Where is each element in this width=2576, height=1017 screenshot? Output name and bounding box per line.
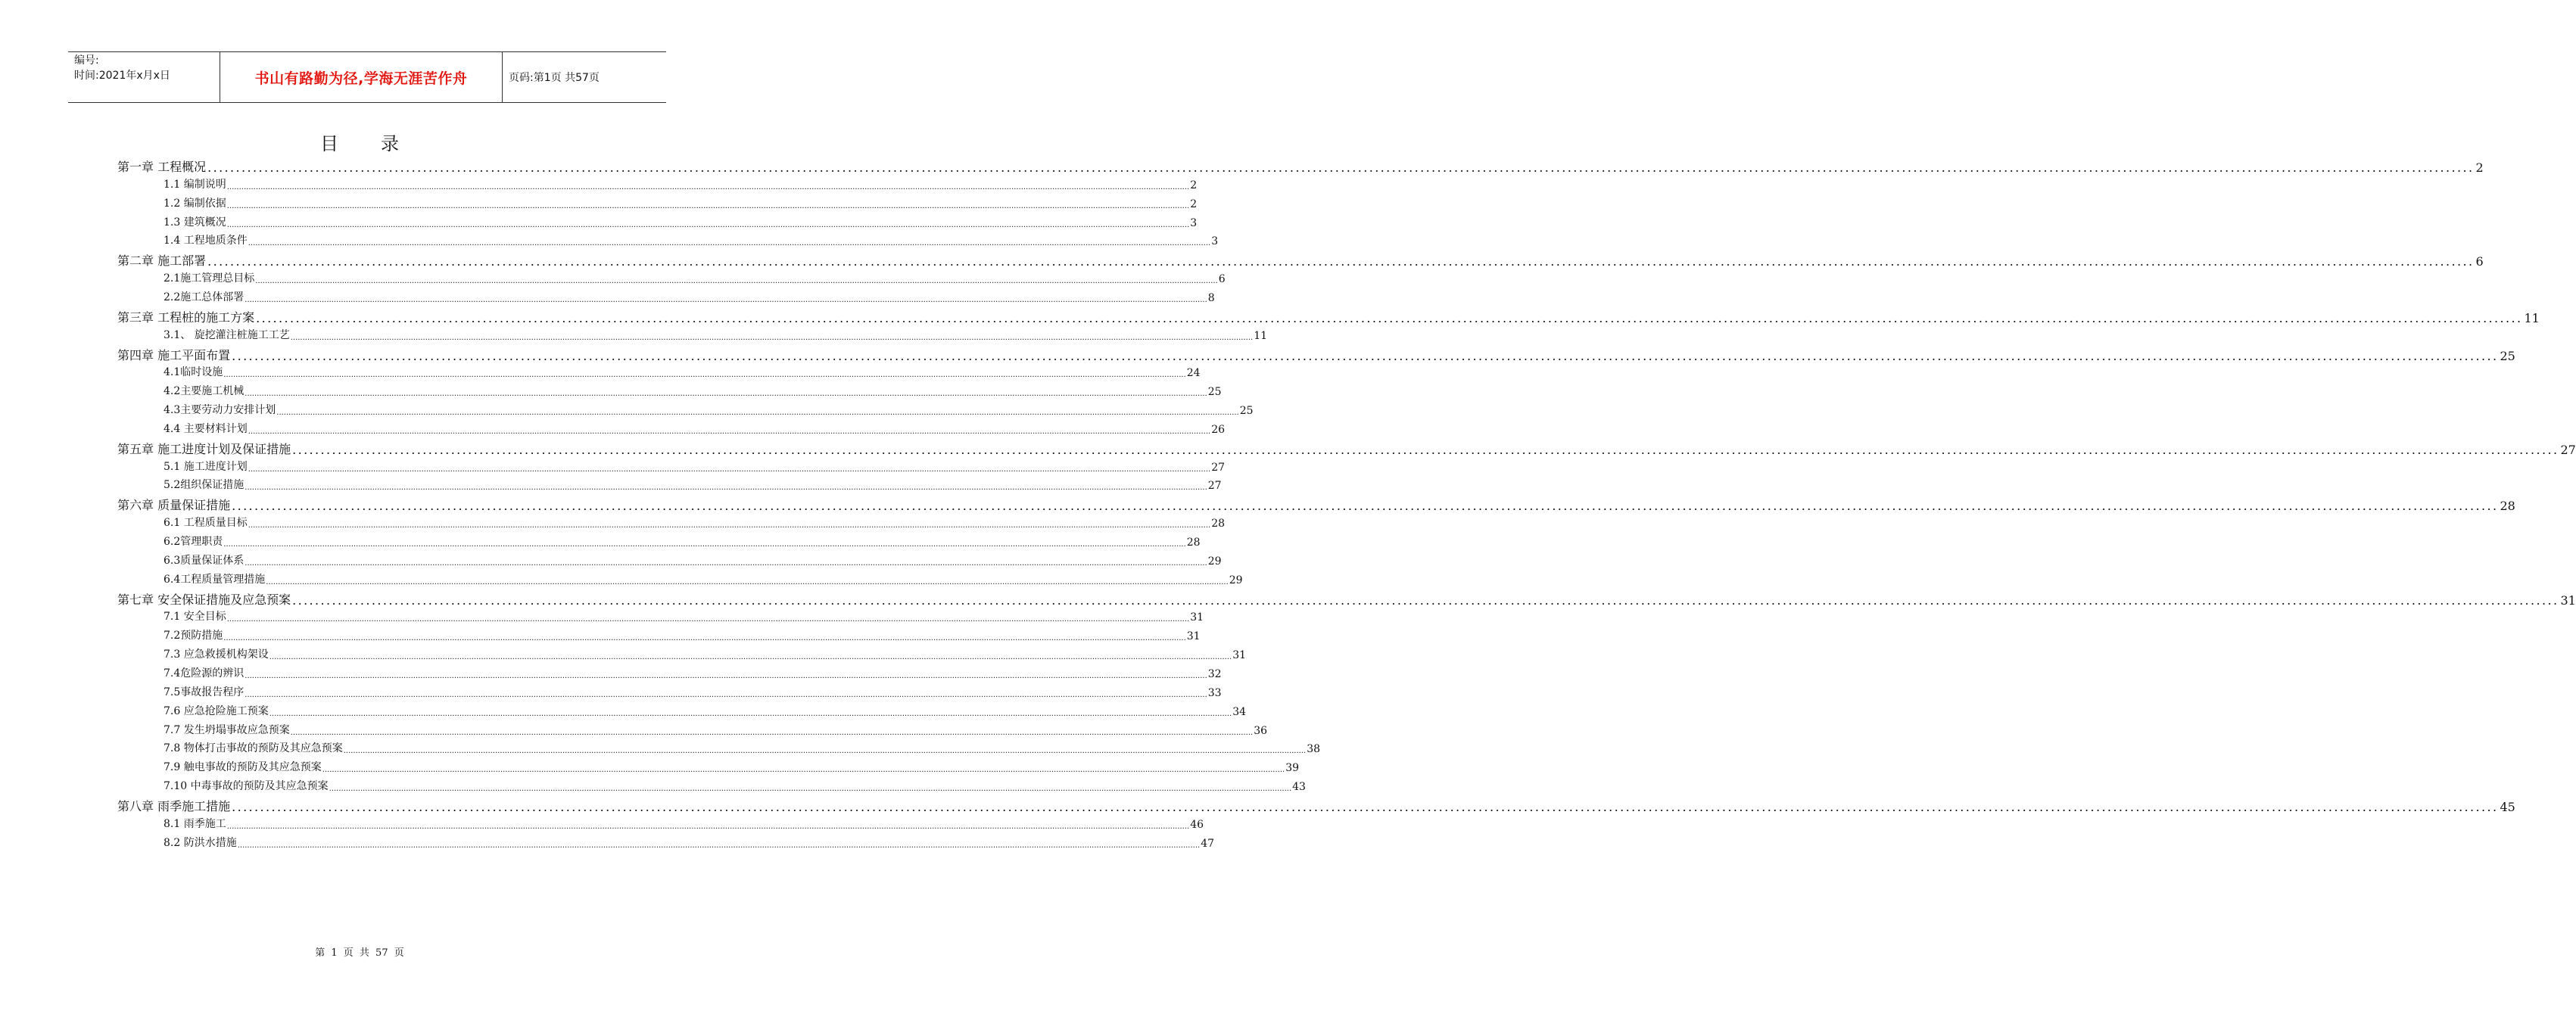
toc-leader-dots: ................................................................................................................................................................................................................................................................................................................................................................................................................: [207, 160, 2475, 175]
toc-entry-title: 2.1施工管理总目标: [164, 272, 255, 285]
toc-entry-page: 27: [1207, 480, 1222, 493]
toc-title: 目录: [320, 133, 441, 154]
toc-section-entry: [164, 383, 1222, 399]
toc-section-entry: [164, 552, 1222, 568]
toc-entry-title: 第七章 安全保证措施及应急预案: [117, 592, 291, 607]
toc-leader-dots: ................................................................................................................................................................................................................................................................................................................................................................................................................: [245, 390, 1207, 399]
toc-entry-title: 7.7 发生坍塌事故应急预案: [164, 723, 290, 736]
toc-section-entry: [164, 214, 1198, 229]
toc-entry-title: 7.9 触电事故的预防及其应急预案: [164, 761, 322, 774]
toc-section-entry: [164, 684, 1222, 699]
toc-section-entry: [164, 759, 1300, 775]
toc-entry-title: 5.1 施工进度计划: [164, 460, 248, 473]
toc-leader-dots: ................................................................................................................................................................................................................................................................................................................................................................................................................: [255, 277, 1218, 286]
toc-section-entry: [164, 477, 1222, 493]
toc-entry-title: 7.5事故报告程序: [164, 686, 245, 698]
toc-leader-dots: ................................................................................................................................................................................................................................................................................................................................................................................................................: [269, 653, 1232, 662]
toc-entry-title: 6.3质量保证体系: [164, 554, 245, 567]
header-page-info: 页码:第1页 共57页: [509, 72, 600, 84]
toc-section-entry: [164, 835, 1215, 850]
toc-entry-page: 25: [1239, 405, 1254, 418]
toc-section-entry: [164, 533, 1201, 549]
toc-leader-dots: ................................................................................................................................................................................................................................................................................................................................................................................................................: [248, 465, 1211, 474]
toc-leader-dots: ................................................................................................................................................................................................................................................................................................................................................................................................................: [232, 499, 2499, 514]
toc-section-entry: [164, 608, 1204, 624]
toc-leader-dots: ................................................................................................................................................................................................................................................................................................................................................................................................................: [232, 799, 2499, 814]
toc-chapter-entry: [117, 797, 2515, 814]
toc-leader-dots: ................................................................................................................................................................................................................................................................................................................................................................................................................: [248, 427, 1211, 436]
header-motto: 书山有路勤为径,学海无涯苦作舟: [254, 70, 468, 87]
toc-entry-page: 43: [1292, 781, 1306, 794]
toc-section-entry: [164, 176, 1198, 191]
toc-entry-title: 4.3主要劳动力安排计划: [164, 404, 276, 417]
toc-section-entry: [164, 571, 1243, 586]
toc-entry-title: 6.4工程质量管理措施: [164, 573, 266, 586]
toc-entry-title: 7.8 物体打击事故的预防及其应急预案: [164, 742, 343, 755]
toc-chapter-entry: [117, 346, 2515, 363]
toc-section-entry: [164, 289, 1215, 304]
toc-leader-dots: ................................................................................................................................................................................................................................................................................................................................................................................................................: [226, 822, 1190, 831]
toc-leader-dots: ................................................................................................................................................................................................................................................................................................................................................................................................................: [245, 690, 1207, 699]
toc-entry-page: 3: [1211, 235, 1219, 248]
toc-chapter-entry: [117, 440, 2576, 457]
toc-entry-page: 38: [1307, 743, 1321, 756]
toc-entry-title: 1.1 编制说明: [164, 178, 226, 191]
toc-section-entry: [164, 778, 1306, 794]
toc-leader-dots: ................................................................................................................................................................................................................................................................................................................................................................................................................: [269, 709, 1232, 718]
toc-entry-title: 6.1 工程质量目标: [164, 517, 248, 530]
toc-section-entry: [164, 627, 1201, 643]
toc-leader-dots: ................................................................................................................................................................................................................................................................................................................................................................................................................: [232, 348, 2499, 363]
toc-entry-title: 第四章 施工平面布置: [117, 347, 231, 362]
toc-entry-title: 7.10 中毒事故的预防及其应急预案: [164, 780, 329, 793]
toc-entry-page: 11: [1254, 329, 1268, 342]
toc-entry-page: 28: [1211, 518, 1226, 530]
toc-entry-title: 第一章 工程概况: [117, 160, 207, 174]
document-time-label: 时间:2021年x月x日: [74, 70, 170, 82]
document-number-label: 编号:: [74, 54, 99, 67]
toc-entry-page: 6: [1218, 273, 1226, 286]
toc-leader-dots: ................................................................................................................................................................................................................................................................................................................................................................................................................: [248, 521, 1211, 530]
toc-section-entry: [164, 364, 1201, 380]
toc-leader-dots: ................................................................................................................................................................................................................................................................................................................................................................................................................: [245, 558, 1207, 568]
toc-section-entry: [164, 665, 1222, 680]
toc-entry-title: 1.4 工程地质条件: [164, 235, 248, 247]
toc-entry-page: 2: [1190, 197, 1198, 210]
toc-section-entry: [164, 327, 1268, 342]
toc-entry-title: 6.2管理职责: [164, 536, 223, 548]
toc-leader-dots: ................................................................................................................................................................................................................................................................................................................................................................................................................: [329, 785, 1292, 794]
toc-entry-page: 31: [2560, 592, 2576, 608]
toc-entry-title: 第六章 质量保证措施: [117, 498, 231, 513]
toc-entry-page: 33: [1207, 686, 1222, 699]
toc-leader-dots: ................................................................................................................................................................................................................................................................................................................................................................................................................: [266, 577, 1229, 586]
toc-leader-dots: ................................................................................................................................................................................................................................................................................................................................................................................................................: [292, 592, 2559, 608]
toc-entry-page: 46: [1190, 818, 1204, 831]
header-meta: [68, 52, 220, 102]
page-footer: 第 1 页 共 57 页: [315, 947, 404, 959]
toc-entry-page: 31: [1232, 649, 1247, 662]
toc-entry-title: 2.2施工总体部署: [164, 291, 245, 303]
toc-entry-title: 8.2 防洪水措施: [164, 836, 237, 849]
toc-leader-dots: ................................................................................................................................................................................................................................................................................................................................................................................................................: [245, 484, 1207, 493]
toc-entry-page: 27: [1211, 461, 1226, 474]
toc-entry-title: 4.1临时设施: [164, 366, 223, 379]
toc-leader-dots: ................................................................................................................................................................................................................................................................................................................................................................................................................: [290, 333, 1254, 342]
toc-entry-page: 32: [1207, 667, 1222, 680]
toc-entry-title: 第八章 雨季施工措施: [117, 798, 231, 813]
toc-entry-title: 7.1 安全目标: [164, 611, 226, 624]
toc-leader-dots: ................................................................................................................................................................................................................................................................................................................................................................................................................: [322, 766, 1285, 775]
toc-entry-title: 4.2主要施工机械: [164, 385, 245, 398]
toc-entry-title: 7.2预防措施: [164, 630, 223, 642]
toc-leader-dots: ................................................................................................................................................................................................................................................................................................................................................................................................................: [237, 841, 1201, 850]
toc-entry-page: 3: [1190, 216, 1198, 229]
toc-leader-dots: ................................................................................................................................................................................................................................................................................................................................................................................................................: [245, 295, 1207, 304]
toc-entry-page: 31: [1186, 630, 1201, 643]
toc-entry-page: 31: [1190, 611, 1204, 624]
toc-leader-dots: ................................................................................................................................................................................................................................................................................................................................................................................................................: [207, 254, 2475, 269]
toc-entry-title: 7.4危险源的辨识: [164, 667, 245, 680]
toc-entry-page: 2: [2475, 160, 2484, 175]
toc-entry-page: 6: [2475, 254, 2484, 269]
toc-chapter-entry: [117, 157, 2484, 175]
toc-entry-page: 28: [1186, 536, 1201, 549]
toc-entry-page: 26: [1211, 423, 1226, 436]
toc-leader-dots: ................................................................................................................................................................................................................................................................................................................................................................................................................: [290, 728, 1254, 737]
toc-leader-dots: ................................................................................................................................................................................................................................................................................................................................................................................................................: [248, 239, 1211, 248]
toc-entry-title: 4.4 主要材料计划: [164, 422, 248, 435]
toc-section-entry: [164, 703, 1247, 718]
toc-leader-dots: ................................................................................................................................................................................................................................................................................................................................................................................................................: [226, 220, 1190, 229]
toc-section-entry: [164, 515, 1226, 530]
toc-entry-title: 1.3 建筑概况: [164, 216, 226, 229]
toc-entry-page: 36: [1254, 724, 1268, 737]
toc-entry-page: 25: [1207, 386, 1222, 399]
toc-entry-title: 7.3 应急救援机构架设: [164, 648, 269, 661]
toc-chapter-entry: [117, 251, 2484, 269]
toc-entry-title: 第二章 施工部署: [117, 253, 207, 269]
toc-chapter-entry: [117, 308, 2540, 325]
toc-leader-dots: ................................................................................................................................................................................................................................................................................................................................................................................................................: [223, 634, 1186, 643]
toc-entry-title: 7.6 应急抢险施工预案: [164, 704, 269, 717]
toc-entry-page: 39: [1285, 762, 1300, 775]
toc-leader-dots: ................................................................................................................................................................................................................................................................................................................................................................................................................: [223, 540, 1186, 549]
toc-leader-dots: ................................................................................................................................................................................................................................................................................................................................................................................................................: [226, 182, 1190, 191]
toc-section-entry: [164, 195, 1198, 210]
toc-section-entry: [164, 270, 1226, 286]
toc-chapter-entry: [117, 590, 2576, 608]
toc-entry-title: 1.2 编制依据: [164, 197, 226, 210]
toc-leader-dots: ................................................................................................................................................................................................................................................................................................................................................................................................................: [245, 671, 1207, 680]
toc-entry-page: 34: [1232, 705, 1247, 718]
toc-entry-page: 45: [2500, 799, 2515, 814]
toc-section-entry: [164, 646, 1247, 662]
toc-entry-title: 第三章 工程桩的施工方案: [117, 309, 255, 325]
toc-leader-dots: ................................................................................................................................................................................................................................................................................................................................................................................................................: [226, 615, 1190, 624]
toc-entry-page: 29: [1229, 574, 1243, 586]
toc-entry-page: 24: [1186, 367, 1201, 380]
toc-entry-title: 第五章 施工进度计划及保证措施: [117, 441, 291, 456]
toc-entry-title: 8.1 雨季施工: [164, 817, 226, 830]
toc-section-entry: [164, 740, 1321, 756]
toc-leader-dots: ................................................................................................................................................................................................................................................................................................................................................................................................................: [292, 442, 2559, 457]
toc-entry-page: 27: [2560, 442, 2576, 457]
toc-entry-title: 5.2组织保证措施: [164, 479, 245, 492]
toc-leader-dots: ................................................................................................................................................................................................................................................................................................................................................................................................................: [343, 747, 1307, 756]
toc-entry-page: 8: [1207, 291, 1215, 304]
toc-section-entry: [164, 232, 1219, 248]
toc-leader-dots: ................................................................................................................................................................................................................................................................................................................................................................................................................: [276, 409, 1239, 418]
toc-leader-dots: ................................................................................................................................................................................................................................................................................................................................................................................................................: [226, 201, 1190, 210]
toc-entry-page: 29: [1207, 555, 1222, 568]
toc-entry-page: 2: [1190, 179, 1198, 191]
toc-section-entry: [164, 402, 1254, 418]
toc-entry-page: 28: [2500, 499, 2515, 514]
toc-leader-dots: ................................................................................................................................................................................................................................................................................................................................................................................................................: [223, 371, 1186, 380]
toc-entry-page: 11: [2524, 310, 2540, 325]
toc-section-entry: [164, 722, 1268, 737]
page-header: [68, 51, 666, 103]
toc-entry-title: 3.1、 旋挖灌注桩施工工艺: [164, 328, 290, 341]
toc-section-entry: [164, 421, 1226, 436]
toc-chapter-entry: [117, 496, 2515, 514]
toc-leader-dots: ................................................................................................................................................................................................................................................................................................................................................................................................................: [256, 310, 2523, 325]
toc-entry-page: 25: [2500, 348, 2515, 363]
toc-entry-page: 47: [1201, 837, 1215, 850]
header-divider: [502, 52, 503, 102]
toc-section-entry: [164, 816, 1204, 831]
toc-section-entry: [164, 459, 1226, 474]
